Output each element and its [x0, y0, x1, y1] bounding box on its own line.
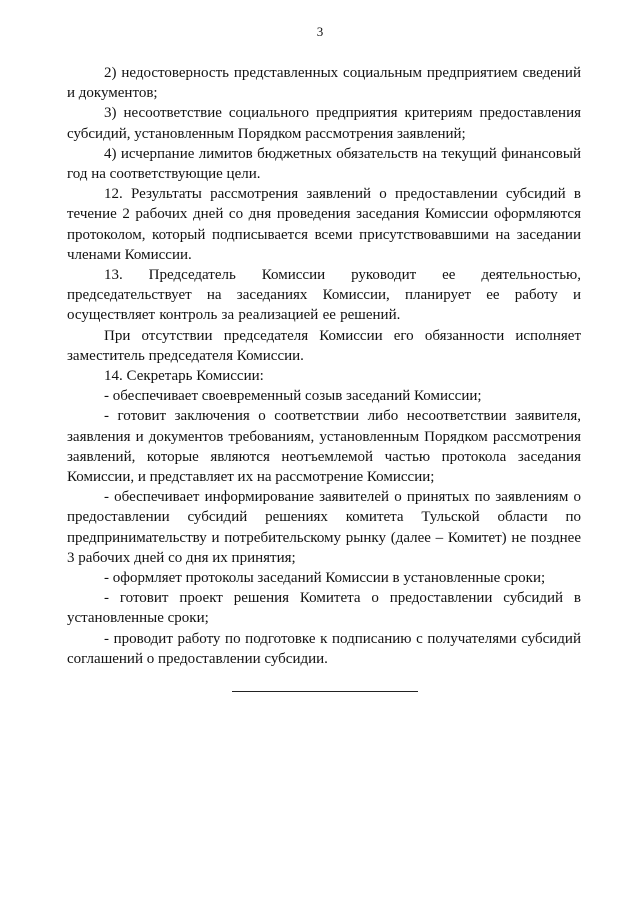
paragraph-12: 12. Результаты рассмотрения заявлений о предоставлении субсидий в течение 2 рабочих дней со дня проведения заседания Комиссии оформляются протоколом, который подписывается всеми присутствовавшими на заседании членами Комиссии.: [67, 186, 581, 263]
document-body: [67, 63, 581, 669]
secretary-duty-informing: - обеспечивает информирование заявителей о принятых по заявлениям о предоставлении субсидий решениях комитета Тульской области по предпринимательству и потребительскому рынку (далее – Комитет) не позднее 3 рабочих дней со дня их принятия;: [67, 489, 581, 566]
paragraph-item-3: 3) несоответствие социального предприятия критериям предоставления субсидий, установленным Порядком рассмотрения заявлений;: [67, 105, 581, 142]
secretary-duty-convening: - обеспечивает своевременный созыв заседаний Комиссии;: [104, 388, 482, 405]
paragraph-item-4: 4) исчерпание лимитов бюджетных обязательств на текущий финансовый год на соответствующие цели.: [67, 145, 581, 183]
paragraph-item-2: 2) недостоверность представленных социальным предприятием сведений и документов;: [67, 65, 581, 102]
closing-divider-line: [232, 691, 418, 692]
secretary-duty-protocols: - оформляет протоколы заседаний Комиссии в установленные сроки;: [104, 570, 546, 587]
paragraph-deputy-chair: При отсутствии председателя Комиссии его обязанности исполняет заместитель председателя Комиссии.: [67, 327, 581, 364]
secretary-duty-conclusions: - готовит заключения о соответствии либо несоответствии заявителя, заявления и документов требованиям, установленным Порядком рассмотрения заявлений, которые являются неотъемлемой частью протокола заседания Комиссии, и представляет их на рассмотрение Комиссии;: [67, 408, 581, 486]
secretary-duty-agreements: - проводит работу по подготовке к подписанию с получателями субсидий соглашений о предоставлении субсидии.: [67, 630, 581, 667]
paragraph-14-heading: 14. Секретарь Комиссии:: [104, 368, 264, 385]
paragraph-13: 13. Председатель Комиссии руководит ее деятельностью, председательствует на заседаниях Комиссии, планирует ее работу и осуществляет контроль за реализацией ее решений.: [67, 267, 581, 324]
page-number: 3: [316, 24, 324, 39]
secretary-duty-draft-decision: - готовит проект решения Комитета о предоставлении субсидий в установленные сроки;: [67, 590, 581, 627]
